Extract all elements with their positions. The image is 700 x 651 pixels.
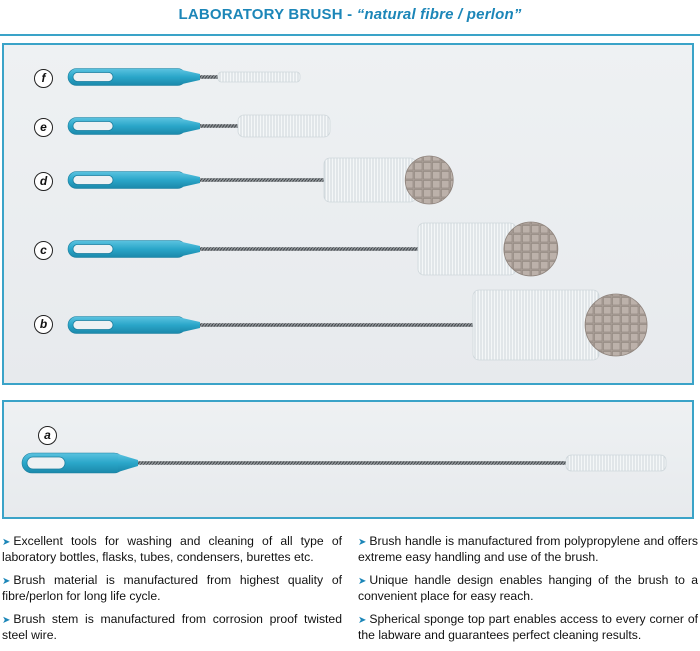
title-main: LABORATORY BRUSH - (178, 6, 357, 23)
handle-neck (118, 454, 138, 472)
title-subtitle: “natural fibre / perlon” (356, 6, 522, 23)
brush-c (68, 222, 558, 276)
feature-item: ➤ Excellent tools for washing and cleaning of all type of laboratory bottles, flasks, tubes, condensers, burettes etc. (2, 534, 342, 564)
brush-label-c: c (34, 241, 53, 260)
bristle-head (238, 115, 330, 137)
bristle-head (566, 455, 666, 471)
bristle-head (473, 290, 599, 360)
arrow-icon: ➤ (358, 537, 367, 548)
feature-column-left (2, 534, 342, 651)
arrow-icon: ➤ (2, 537, 11, 548)
brush-label-a: a (38, 426, 57, 445)
brush-e (68, 115, 330, 137)
brush-label-d: d (34, 172, 53, 191)
brush-f (68, 69, 300, 86)
handle-hole (73, 176, 113, 185)
handle-neck (180, 119, 200, 134)
bristle-head (418, 223, 516, 275)
brush-d (68, 156, 453, 204)
sponge-tip (585, 294, 647, 356)
feature-item: ➤ Unique handle design enables hanging of the brush to a convenient place for easy reach. (358, 573, 698, 603)
bristle-head (324, 158, 416, 202)
handle-neck (180, 70, 200, 85)
handle-neck (180, 242, 200, 257)
brush-a (22, 453, 666, 473)
feature-item: ➤ Brush stem is manufactured from corrosion proof twisted steel wire. (2, 612, 342, 642)
handle-hole (73, 245, 113, 254)
arrow-icon: ➤ (358, 615, 367, 626)
feature-column-right (358, 534, 698, 651)
bristle-head (218, 72, 300, 82)
brush-label-e: e (34, 118, 53, 137)
arrow-icon: ➤ (358, 576, 367, 587)
brush-label-b: b (34, 315, 53, 334)
arrow-icon: ➤ (2, 576, 11, 587)
sponge-tip (504, 222, 558, 276)
brush-b (68, 290, 647, 360)
feature-item: ➤ Brush handle is manufactured from polypropylene and offers extreme easy handling and use of the brush. (358, 534, 698, 564)
sponge-tip (405, 156, 453, 204)
feature-item: ➤ Spherical sponge top part enables access to every corner of the labware and guarantees perfect cleaning results. (358, 612, 698, 642)
arrow-icon: ➤ (2, 615, 11, 626)
handle-neck (180, 318, 200, 333)
brush-label-f: f (34, 69, 53, 88)
handle-hole (73, 122, 113, 131)
handle-hole (73, 73, 113, 82)
handle-hole (73, 321, 113, 330)
feature-item: ➤ Brush material is manufactured from highest quality of fibre/perlon for long life cycle. (2, 573, 342, 603)
handle-neck (180, 173, 200, 188)
handle-hole (27, 457, 65, 469)
